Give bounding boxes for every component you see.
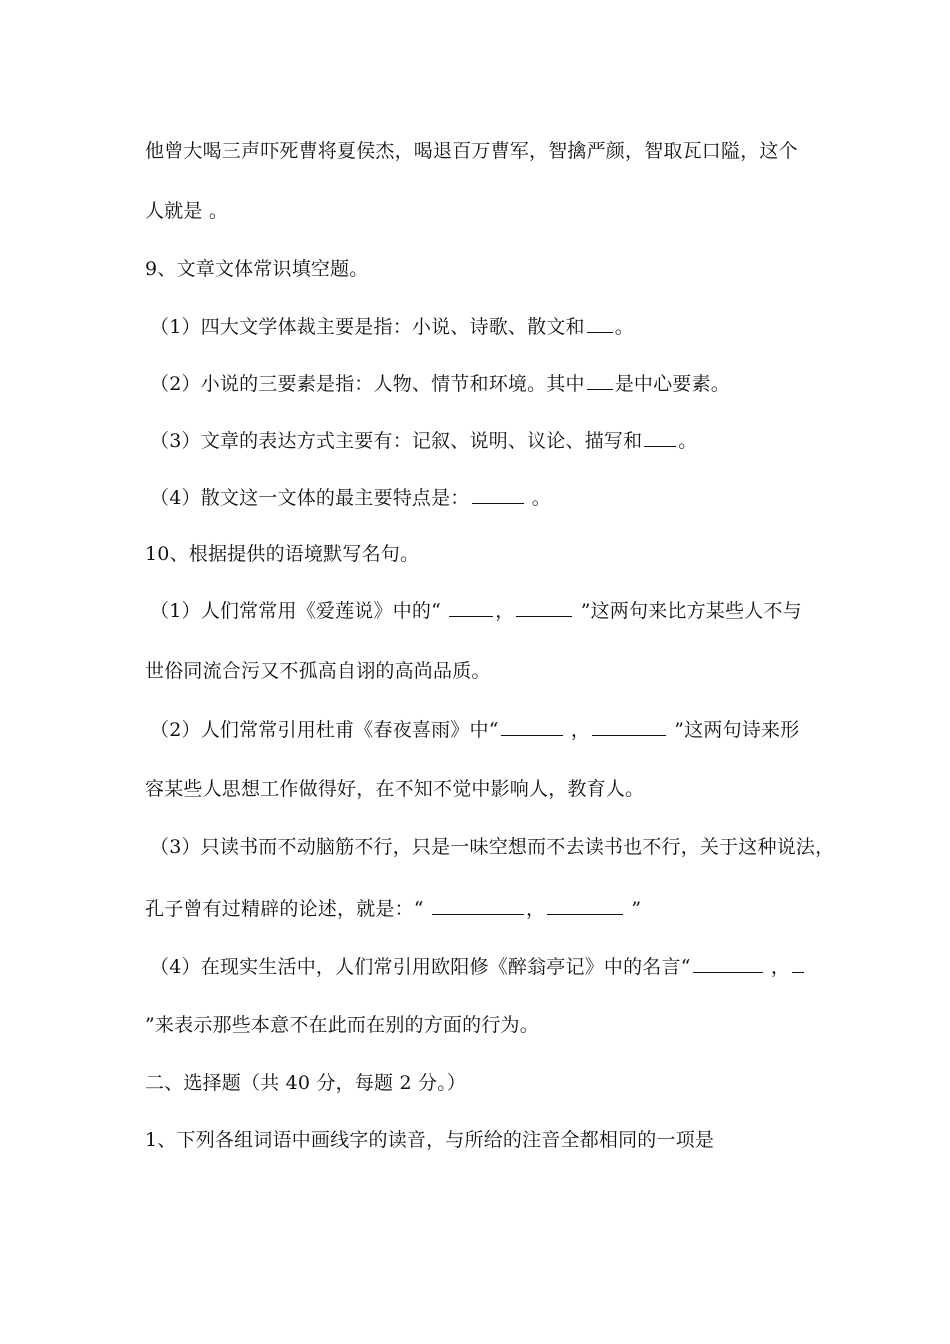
text-line: ”来表示那些本意不在此而在别的方面的行为。 — [145, 1014, 539, 1036]
answer-blank[interactable] — [792, 954, 804, 973]
question-item: （4）散文这一文体的最主要特点是： 。 — [150, 487, 551, 509]
answer-blank[interactable] — [501, 717, 563, 736]
text-line: 世俗同流合污又不孤高自诩的高尚品质。 — [145, 660, 491, 682]
text-line: 孔子曾有过精辟的论述，就是：“ ， ” — [145, 898, 642, 920]
text-line: 容某些人思想工作做得好，在不知不觉中影响人，教育人。 — [145, 778, 645, 800]
answer-blank[interactable] — [693, 954, 763, 973]
section-heading: 二、选择题（共 40 分，每题 2 分。） — [145, 1072, 467, 1094]
question-heading: 1、下列各组词语中画线字的读音，与所给的注音全都相同的一项是 — [145, 1129, 715, 1151]
answer-blank[interactable] — [432, 896, 524, 915]
answer-blank[interactable] — [547, 896, 623, 915]
answer-blank[interactable] — [644, 428, 676, 447]
answer-blank[interactable] — [592, 717, 666, 736]
answer-blank[interactable] — [587, 371, 613, 390]
answer-blank[interactable] — [449, 598, 493, 617]
question-item: （3）文章的表达方式主要有：记叙、说明、议论、描写和 。 — [150, 430, 698, 452]
question-item: （2）人们常常引用杜甫《春夜喜雨》中“ ， ”这两句诗来形 — [150, 719, 800, 741]
text-line: 他曾大喝三声吓死曹将夏侯杰，喝退百万曹军，智擒严颜，智取瓦口隘，这个 — [145, 140, 798, 162]
answer-blank[interactable] — [516, 598, 572, 617]
text-line: 人就是 。 — [145, 200, 229, 222]
question-item: （1）四大文学体裁主要是指：小说、诗歌、散文和 。 — [150, 316, 634, 338]
question-heading: 10、根据提供的语境默写名句。 — [145, 543, 420, 565]
question-item: （4）在现实生活中，人们常引用欧阳修《醉翁亭记》中的名言“ ， — [150, 954, 806, 979]
answer-blank[interactable] — [472, 485, 524, 504]
question-heading: 9、文章文体常识填空题。 — [145, 258, 369, 280]
question-item: （1）人们常常用《爱莲说》中的“ ， ”这两句来比方某些人不与 — [150, 600, 802, 622]
question-item: （2）小说的三要素是指：人物、情节和环境。其中 是中心要素。 — [150, 373, 730, 395]
answer-blank[interactable] — [587, 314, 613, 333]
question-item: （3）只读书而不动脑筋不行，只是一味空想而不去读书也不行，关于这种说法， — [150, 836, 835, 858]
